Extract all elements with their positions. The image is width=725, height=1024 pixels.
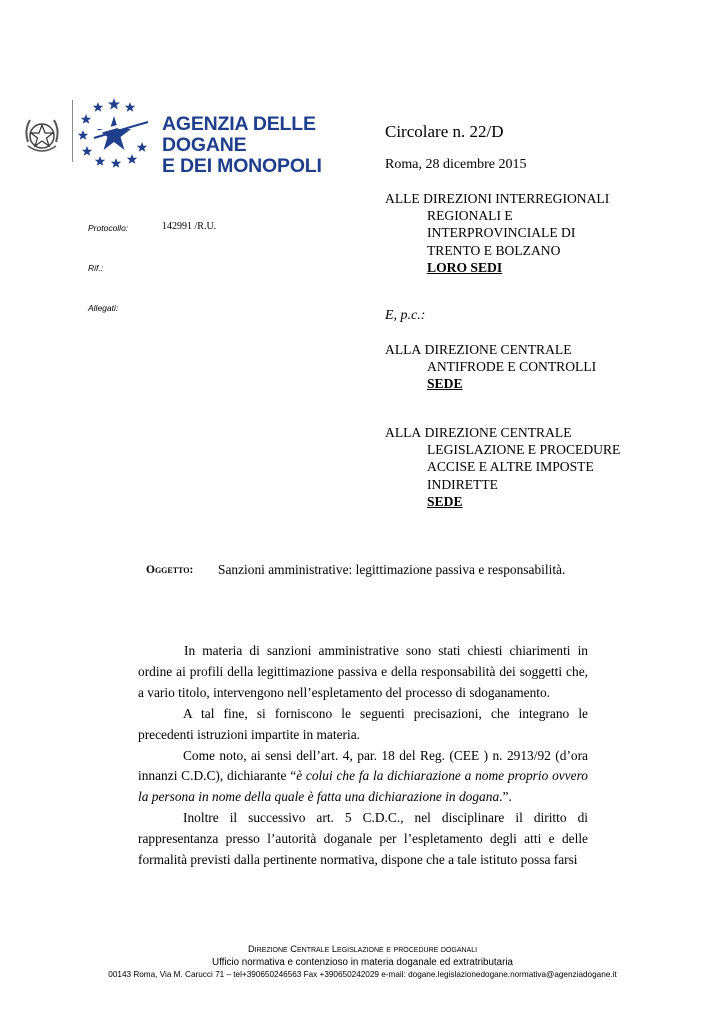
agency-name [162,114,362,177]
subject-label: Oggetto: [146,564,194,576]
footer-contacts: 00143 Roma, Via M. Carucci 71 – tel+390650246563 Fax +390650242029 e-mail: dogane.legislazionedogane.normativa@agenziadogane.it [108,970,617,979]
circular-date: Roma, 28 dicembre 2015 [385,157,527,172]
subject-text: Sanzioni amministrative: legittimazione passiva e responsabilità. [218,562,566,577]
allegati-label: Allegati: [88,303,119,313]
recipient-line: DIREZIONI INTERREGIONALI [423,191,610,206]
paragraph-text: .”. [499,789,512,805]
body-paragraph-4: Inoltre il successivo art. 5 C.D.C., nel disciplinare il diritto di rappresentanza presso l’autorità doganale per l’espletamento degli atti e delle formalità previsti dalla pertinente normativa, dispone che a tale istituto possa farsi [138,810,588,868]
recipient-line: DIREZIONE CENTRALE [424,425,572,440]
paragraph-text: Come noto, ai sensi dell’art. 4, par. 18 del Reg. (CEE ) n. 2913/92 (d’ora innanzi C.D.C), dichiarante “ [138,747,588,784]
recipient-block-3 [385,424,620,510]
star-ring-logo-icon [78,96,150,168]
body-text [138,641,588,871]
recipient-block-2 [385,341,596,393]
footer-office: Ufficio normativa e contenzioso in materia doganale ed extratributaria [212,957,513,968]
recipient-line: REGIONALI E [427,208,513,224]
italian-republic-emblem-icon [20,112,64,160]
recipient-seat: LORO SEDI [427,259,503,275]
recipient-block-1 [385,190,609,276]
rif-label: Rif.: [88,263,104,273]
recipient-prefix: ALLE [385,191,420,206]
agency-name-line2: E DEI MONOPOLI [162,155,322,177]
protocollo-label: Protocollo: [88,223,129,233]
body-paragraph-1: In materia di sanzioni amministrative sono stati chiesti chiarimenti in ordine ai profili della legittimazione passiva e della responsabilità dei soggetti che, a vario titolo, intervengono nell’espletamento del processo di sdoganamento. [138,643,588,700]
recipient-line: ANTIFRODE E CONTROLLI [427,359,597,375]
body-paragraph-2: A tal fine, si forniscono le seguenti precisazioni, che integrano le precedenti istruzioni impartite in materia. [138,705,588,742]
recipient-seat: SEDE [427,376,463,392]
header-divider [72,100,73,162]
circular-title: Circolare n. 22/D [385,122,504,141]
footer-department: Direzione Centrale Legislazione e procedure doganali [247,944,478,954]
recipient-prefix: ALLA [385,342,422,357]
quoted-definition: è colui che fa la dichiarazione a nome proprio ovvero la persona in nome della quale è fatta una dichiarazione in dogana [138,768,588,805]
protocollo-value: 142991 /R.U. [162,221,217,232]
agency-name-line1: AGENZIA DELLE DOGANE [162,113,316,156]
body-paragraph-3 [138,746,588,809]
recipient-line: DIREZIONE CENTRALE [424,342,572,357]
cc-label: E, p.c.: [385,308,426,323]
recipient-line: LEGISLAZIONE E PROCEDURE [427,442,621,458]
recipient-line: ACCISE E ALTRE IMPOSTE [427,459,594,475]
recipient-line: TRENTO E BOLZANO [427,242,561,258]
recipient-prefix: ALLA [385,425,422,440]
recipient-line: INTERPROVINCIALE DI [427,225,576,241]
recipient-seat: SEDE [427,493,463,509]
recipient-line: INDIRETTE [427,476,498,492]
